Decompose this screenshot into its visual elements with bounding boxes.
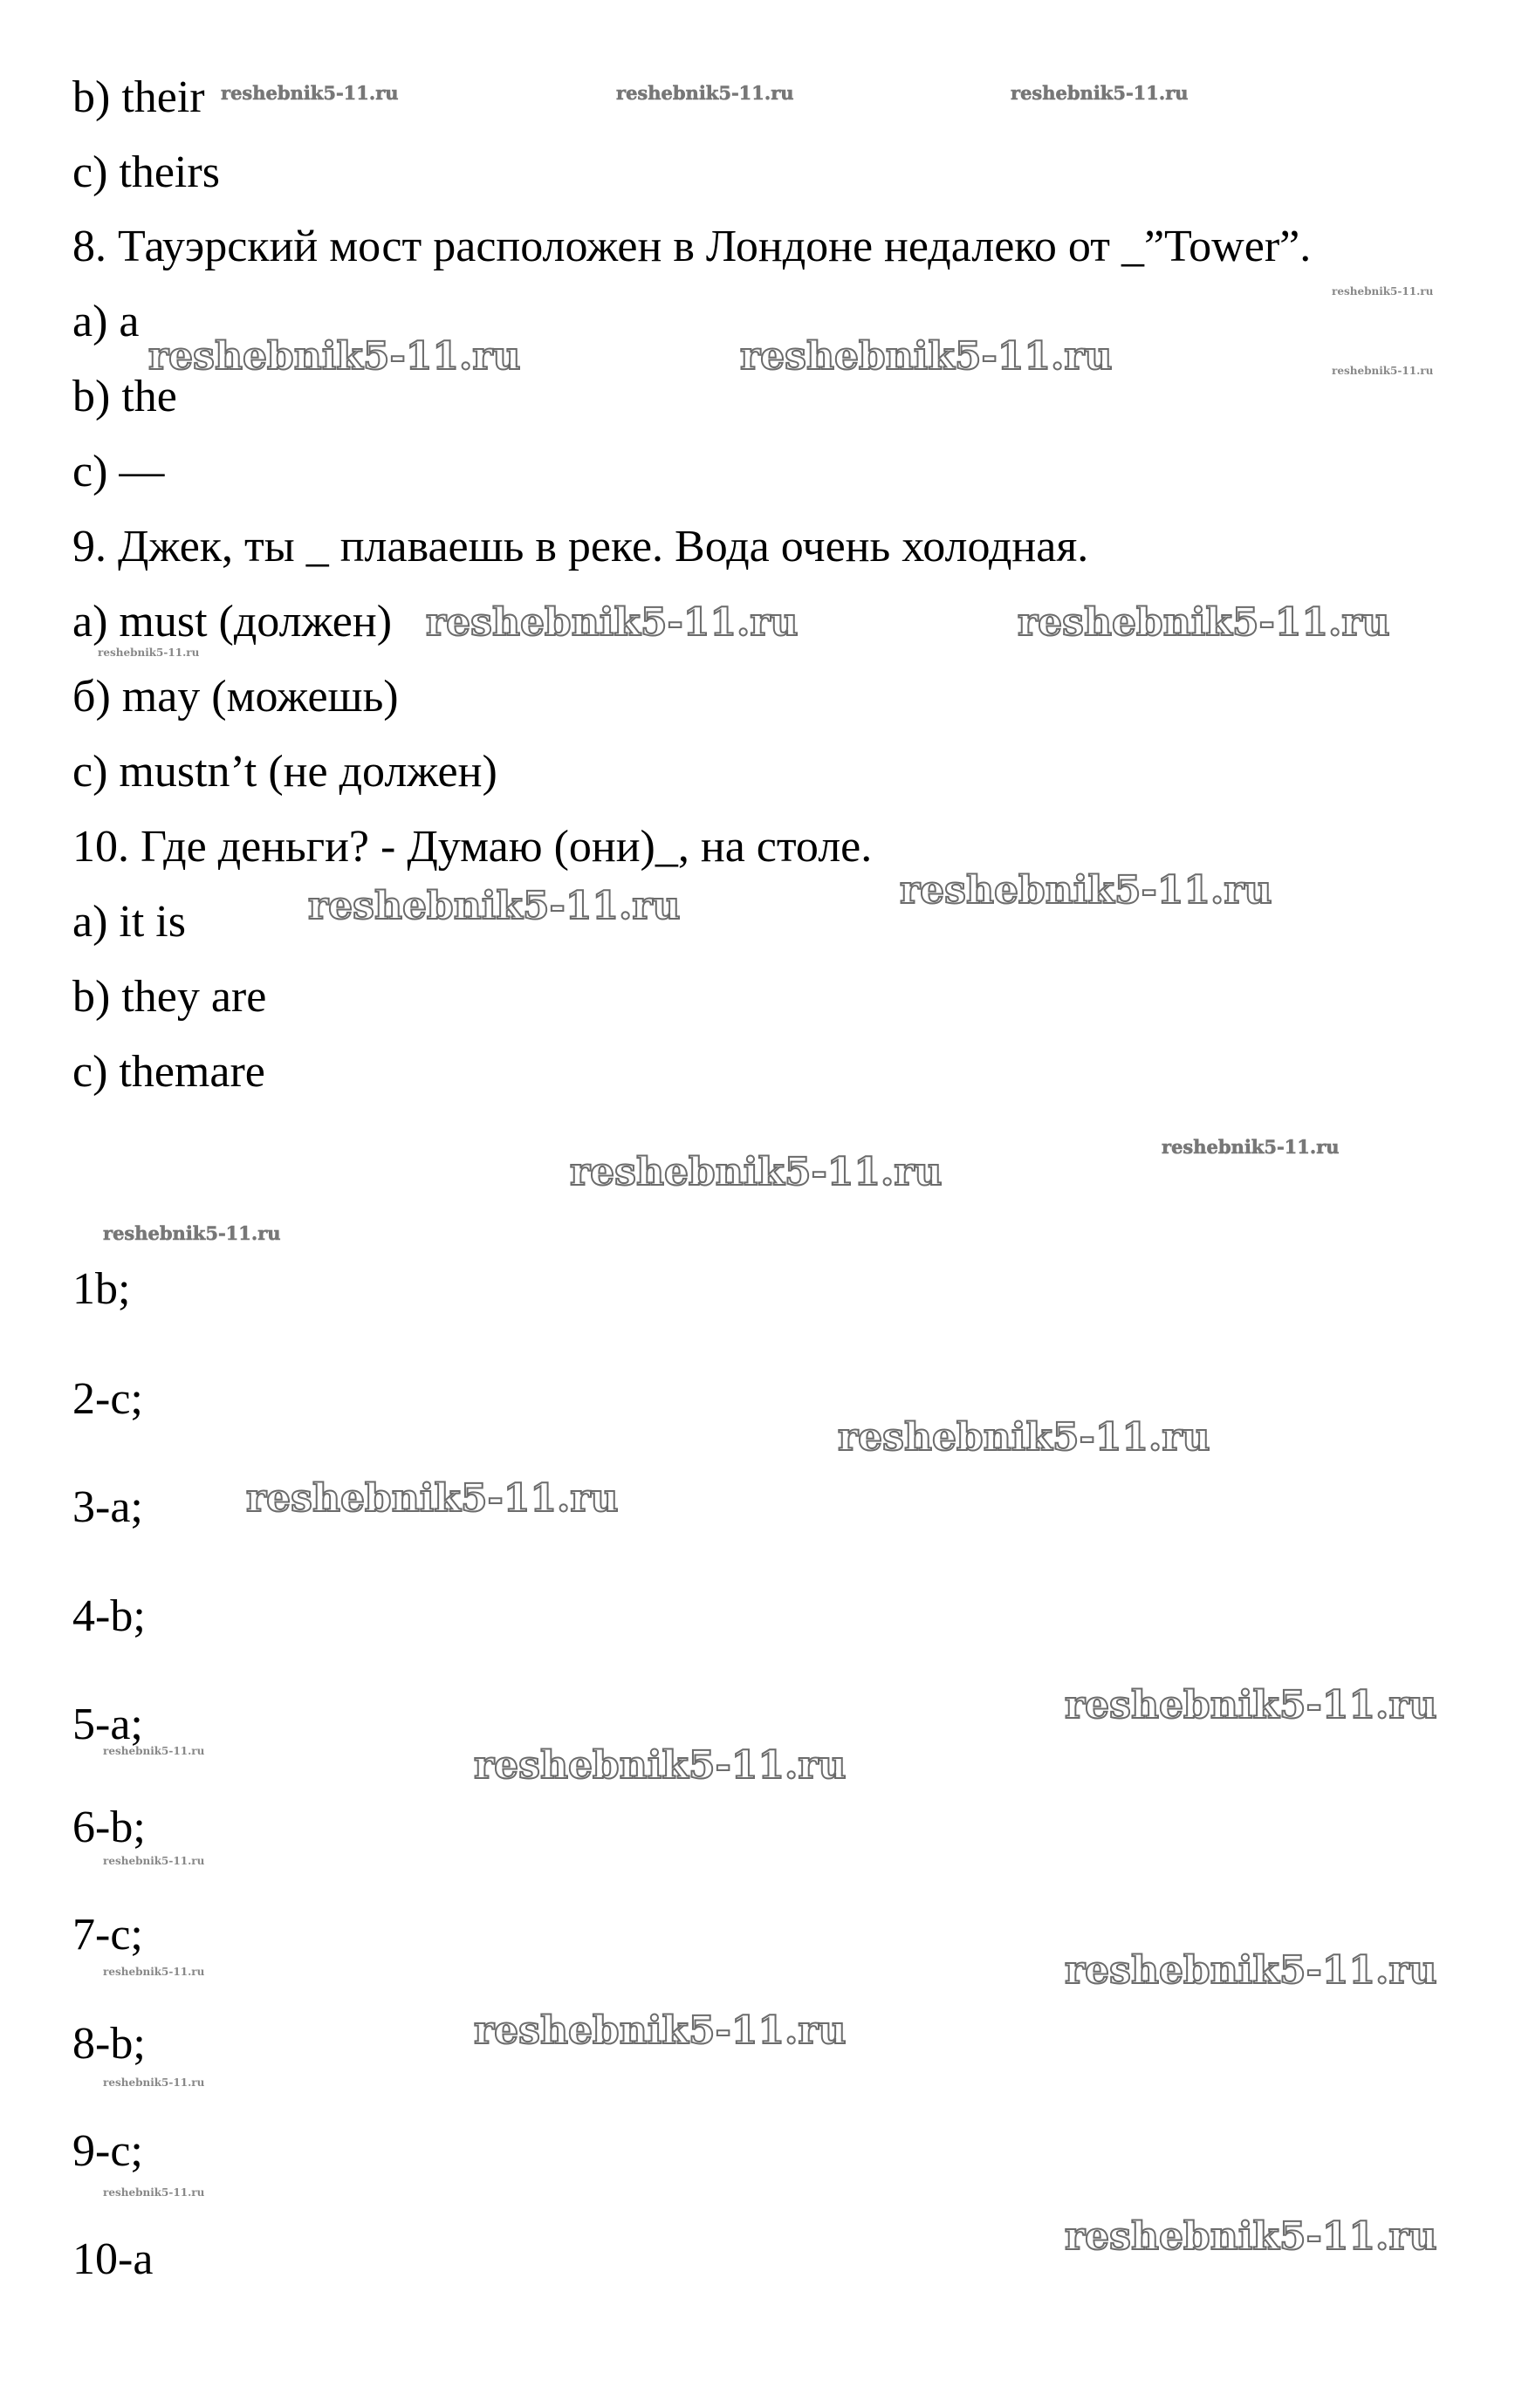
watermark: reshebnik5-11.ru — [103, 2076, 205, 2089]
q8-option-b: b) the — [72, 372, 177, 421]
answer-5: 5-a; — [72, 1700, 143, 1749]
q8-question: 8. Тауэрский мост расположен в Лондоне недалеко от _”Tower”. — [72, 222, 1312, 271]
q7-option-c: c) theirs — [72, 147, 220, 197]
q10-question: 10. Где деньги? - Думаю (они)_, на столе. — [72, 822, 873, 872]
watermark: reshebnik5-11.ru — [103, 2186, 205, 2199]
watermark: reshebnik5-11.ru — [98, 646, 200, 659]
watermark: reshebnik5-11.ru — [1065, 2214, 1437, 2259]
watermark: reshebnik5-11.ru — [570, 1150, 943, 1194]
q10-option-c: c) themare — [72, 1047, 265, 1097]
watermark: reshebnik5-11.ru — [1162, 1136, 1340, 1158]
q9-option-b: б) may (можешь) — [72, 672, 399, 722]
answer-2: 2-c; — [72, 1374, 143, 1424]
watermark: reshebnik5-11.ru — [838, 1415, 1210, 1460]
watermark: reshebnik5-11.ru — [474, 1743, 847, 1788]
answer-1: 1b; — [72, 1264, 131, 1314]
watermark: reshebnik5-11.ru — [221, 82, 399, 104]
watermark: reshebnik5-11.ru — [308, 884, 681, 928]
watermark: reshebnik5-11.ru — [1065, 1683, 1437, 1727]
answer-4: 4-b; — [72, 1591, 146, 1641]
answer-3: 3-a; — [72, 1482, 143, 1532]
q8-option-a: a) a — [72, 297, 140, 346]
answer-7: 7-c; — [72, 1910, 143, 1960]
q9-question: 9. Джек, ты _ плаваешь в реке. Вода очень холодная. — [72, 522, 1089, 571]
answer-6: 6-b; — [72, 1803, 146, 1852]
watermark: reshebnik5-11.ru — [103, 1745, 205, 1757]
watermark: reshebnik5-11.ru — [474, 2008, 847, 2053]
watermark: reshebnik5-11.ru — [426, 600, 799, 645]
q8-option-c: c) — — [72, 447, 165, 496]
q9-option-a: a) must (должен) — [72, 597, 393, 646]
watermark: reshebnik5-11.ru — [1332, 285, 1434, 298]
answer-10: 10-a — [72, 2234, 154, 2284]
watermark: reshebnik5-11.ru — [616, 82, 794, 104]
watermark: reshebnik5-11.ru — [103, 1966, 205, 1978]
watermark: reshebnik5-11.ru — [1011, 82, 1189, 104]
watermark: reshebnik5-11.ru — [1065, 1948, 1437, 1993]
watermark: reshebnik5-11.ru — [148, 334, 521, 379]
q7-option-b: b) their — [72, 72, 205, 122]
answer-8: 8-b; — [72, 2019, 146, 2069]
watermark: reshebnik5-11.ru — [740, 334, 1113, 379]
watermark: reshebnik5-11.ru — [1018, 600, 1390, 645]
answer-9: 9-c; — [72, 2126, 143, 2176]
q9-option-c: c) mustn’t (не должен) — [72, 747, 497, 797]
watermark: reshebnik5-11.ru — [103, 1222, 281, 1244]
watermark: reshebnik5-11.ru — [246, 1476, 619, 1521]
q10-option-b: b) they are — [72, 972, 267, 1022]
q10-option-a: a) it is — [72, 897, 186, 947]
watermark: reshebnik5-11.ru — [1332, 365, 1434, 377]
watermark: reshebnik5-11.ru — [900, 868, 1272, 913]
watermark: reshebnik5-11.ru — [103, 1855, 205, 1867]
